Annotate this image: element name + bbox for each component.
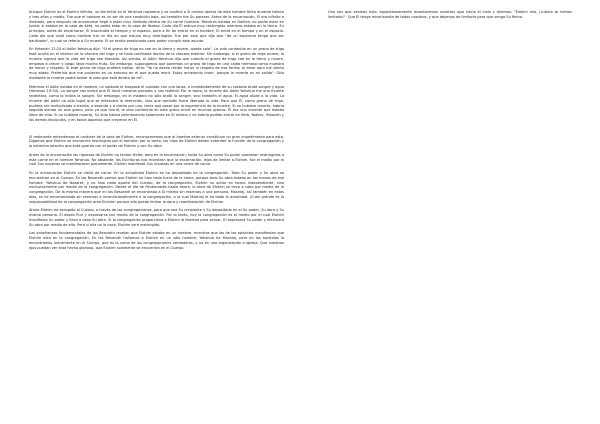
paragraph: Antes de la encarnación las riquezas de Elohim no tenían límite, pero en la encarnación, tanto Su obra como Su poder quedaron restringidos a esta carne en el hombre Yahshua. No obstante, las Escrituras nos muestran que la encarnación, lejos de limitar a Elohim, fue el medio por el cual Sus riquezas se manifestaron plenamente. Elohim manifestó Sus riquezas en una carne de carne. — [29, 152, 284, 167]
paragraph: Una vez que vesmos esto, espontáneamente levantaremos nuestros ojos hacia el cielo y diremos: "Elohim mío, ¡cuánto te hemos limitado!". Que El tenga misericordia de todos nosotros, y que dejemos de limitarle para que venga Su Reino. — [328, 10, 572, 19]
paragraph: En Yohanán 12:24 el Adón Yahshua dijo: "Si el grano de trigo no cae en la tierra y muere, queda solo". La vida contenida en un grano de trigo está oculta en el interior de la cáscara del trigo y se halla confinada dentro de la cáscara exterior. Sin embargo, si el grano de trigo muere, la muerte logrará que la vida del trigo sea liberada. Así siendo, el Adón Yahshua dijo que cuando el grano de trigo cae en la tierra y muere, empieza a crecer y luego lleva mucho fruto. Sin embargo, supongamos que ponemos un grano de trigo en una cajita hermosa como muestra de honor y respeto. Si este grano de trigo pudiera hablar, diría: "Yo no deseo recibir honor ni respeto de esa forma; al estar aquí me siento muy atado. Preferiría que me pusieran en un entorno en el que pueda morir. Estoy anhelando morir, porque la muerte es mi salida". Sólo mediante la muerte podrá brotar la vida que está dentro de mí". — [29, 47, 284, 80]
right-text-column — [328, 10, 572, 23]
paragraph: En la encarnación Elohim se vistió de carne. En la actualidad Elohim se ha depositado en la congregación. Todo Su poder y Su obra se encuentran en el Cuerpo. En las Besoroth vemos que Elohim no hizo nada fuera de la carne, porque todo Su obra estaba en las manos de ese hombre, Yahshua de Nazaret, y no hizo nada aparte del Cuerpo, de la congregación. Elohim no actúa en forma independiente, sino exclusivamente por medio de la congregación. Desde el día de Pentecostés hasta ahora, la obra de Elohim se lleva a cabo por medio de la congregación. De la misma manera que en las Besoroth se encontraba a Sí mismo sin reservas a una persona, Mashiaj, así también en estos días, se ha encomendado sin reservas e incondicionalmente a la congregación, a la cual Mashiaj le ha dado la autoridad. ¡Cuán grande es la responsabilidad de la congregación ante Elohim! porque ella puede limitar la obra y manifestación de Elohim. — [29, 171, 284, 204]
paragraph: Si realmente entendemos el carácter de la obra de Elohim, reconoceremos que el hombre exterior constituye un gran impedimento para esta. Digamos que Elohim se encuentra restringido por el hombre; por lo tanto, los hijos de Elohim deben entender la función de la congregación y la estrecha relación que está guarda con el poder de Elohim y con Su obra. — [29, 134, 284, 148]
paragraph: Mientras el Adón estaba en el madero, un soldado le traspasó el costado con una lanza, e inmediatamente de su costado brotó sangre y agua (Yohanan 19:34). La sangre nos indica que Él llevó nuestros pecados y nos redimió. Por lo tanto, la muerte del Adón Yahshua fue una muerte redentora, como lo indica la sangre. Sin embargo, en el madero no sólo brotó la sangre, sino también el agua. El agua alude a la vida. La muerte del Adón no sólo logró que se efectuara la redención, sino que también fuera liberada la vida. Para que Él, como grano de trigo, pudiera ser multiplicado a treinta, a sesenta y a ciento por uno, tenía que pasar por la experiencia de la muerte. Si no hubiese muerto, habría seguido siendo un solo grano, pero ya que murió, la vida contenida en este grano entró en muchos granos. Él era uno viviente que estaba llena de vida. Si no hubiese muerto, Su vida habría permanecido solamente en Sí mismo y no habría podido entrar en Kefá, Yaakov, Yohanán y los demás discípulos, y en todos aquellos que creyeron en Él. — [29, 84, 284, 122]
right-page — [300, 0, 600, 424]
paragraph: Las enseñanzas fundamentales de las Besoroth revelan que Elohim estaba en un hombre, mientras que las de las epístolas manifiestan que Elohim está en la congregación. En las Besoroth hallamos a Elohim en un sólo hombre, Yahshua ha Mashiaj, pero en las epístolas lo encontramos únicamente en el Cuerpo, que es la suma de las congregaciones verdaderas, y no en una organización o iglesia. Que nuestros ojos puedan ver esta hecho glorioso, que Elohim solamente se encuentra en el Cuerpo. — [29, 231, 284, 250]
paragraph: Ahora Elohim ha escogido al Cuerpo, a través de las congregaciones, para que sea Su recipiente y Su depositado en el Su poder, Su obra y Su misma persona. El desea fluir y expresarse por medio de la congregación. Por lo tanto, hoy la congregación es el medio por el cual Elohim manifiesta Su poder y lleva a cabo Su obra. Si la congregación proporciona a Elohim la libertad para actuar, El expresará Su poder y efectuará Su obra por medio de ella. Pero si ella no lo hace, Elohim será restringido. — [29, 208, 284, 227]
left-text-column — [29, 10, 284, 253]
paragraph: Aunque Elohim es el Elohim infinito, un día entró en el Yahshua nazareno y se confinó a Sí mismo dentro de este hombre finito durante treinta y tres años y medio. Fue que el hombre es un ser de una condición baja, así también fue Su parecer. Antes de la encarnación, El era infinito e ilimitado, pero después de encarnarse llegó a estar muy limitado dentro de Su carne humana. Mientras estaba en Galilea, no podía estar en Judea; si estaba en la casa de Kefá, no podía estar en la casa de Yaakov. Cada día Él estuvo muy restringido mientras estaba en la tierra. En principio, antes de encarnarse, Él trascendía el tiempo y el espacio, pero a fin de entrar en el hombre, Él entró en el tiempo y en el espacio. Cada día que vivió como hombre fue un día en que estuvo muy restringido. Fue por esto que dijo que "de un bautismo tengo que ser bautizado", lo cual se refería a Su muerte. El se sentía presionado para poder cumplir este asunto. — [29, 10, 284, 43]
